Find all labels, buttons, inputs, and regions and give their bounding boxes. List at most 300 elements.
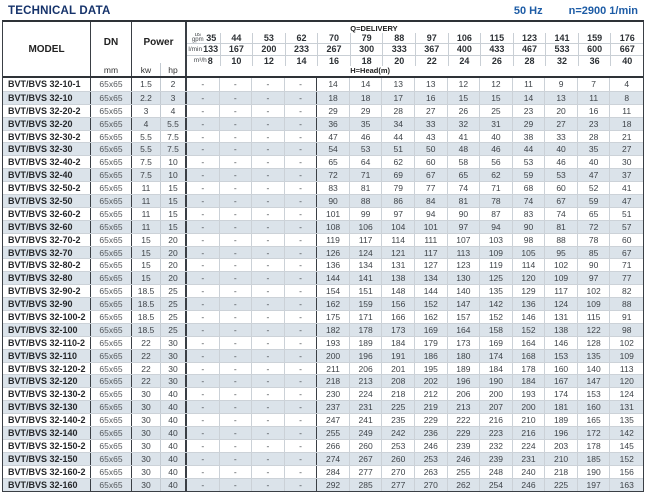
head-value-cell: 7 <box>578 78 611 91</box>
unit-value-cell: m³/h 8 <box>193 55 213 66</box>
table-row <box>3 258 643 271</box>
hp-cell: 3 <box>161 92 187 104</box>
head-value-cell: 229 <box>415 414 448 426</box>
head-value-cell: 131 <box>382 259 415 271</box>
head-value-cell: 184 <box>382 337 415 349</box>
head-value-cell: 78 <box>480 195 513 207</box>
head-value-cell: 41 <box>448 131 481 143</box>
table-row <box>3 104 643 117</box>
unit-value-cell: 115 <box>480 33 513 43</box>
head-value-cell: 229 <box>448 427 481 439</box>
hp-cell: 10 <box>161 156 187 168</box>
head-value-cell: 185 <box>578 453 611 465</box>
head-value-cell: 58 <box>448 156 481 168</box>
head-value-cell: - <box>220 401 253 413</box>
table-row <box>3 220 643 233</box>
kw-cell: 22 <box>132 375 161 387</box>
head-value-cell: 135 <box>619 415 634 426</box>
head-value-cell: 62 <box>480 169 513 181</box>
head-value-cell: - <box>187 363 220 375</box>
head-value-cell: 202 <box>415 375 448 387</box>
kw-cell: 2.2 <box>132 92 161 104</box>
head-value-cell: - <box>187 131 220 143</box>
unit-value-cell: 32 <box>545 56 578 66</box>
head-value-cell: 18 <box>350 92 383 104</box>
head-value-cell: 29 <box>513 118 546 130</box>
head-value-cell: 54 <box>317 143 350 155</box>
kw-cell: 18.5 <box>132 324 161 336</box>
table-row <box>3 310 643 323</box>
head-value-cell: 189 <box>448 363 481 375</box>
head-value-cell: 20 <box>545 105 578 117</box>
hp-cell: 30 <box>161 375 187 387</box>
head-value-cell: 72 <box>578 221 611 233</box>
model-cell: BVT/BVS 32-140 <box>3 427 91 439</box>
head-value-cell: - <box>285 169 318 181</box>
head-value-cell: - <box>220 375 253 387</box>
head-value-cell: 90 <box>317 195 350 207</box>
head-value-cell: 124 <box>545 298 578 310</box>
head-value-cell: 206 <box>350 363 383 375</box>
head-value-cell: 146 <box>545 337 578 349</box>
dn-cell: 65x65 <box>91 311 132 323</box>
head-value-cell: 207 <box>480 401 513 413</box>
head-value-cell: 31 <box>480 118 513 130</box>
head-value-cell: 65 <box>578 208 611 220</box>
head-value-cell: 179 <box>415 337 448 349</box>
head-value-cell: - <box>285 479 318 491</box>
head-value-cell: - <box>252 247 285 259</box>
head-value-cell: 71 <box>350 169 383 181</box>
head-value-cell: 79 <box>382 182 415 194</box>
head-value-cell: - <box>220 131 253 143</box>
head-value-cell: 142 <box>619 427 634 438</box>
head-value-cell: 17 <box>382 92 415 104</box>
hp-cell: 15 <box>161 195 187 207</box>
head-value-cell: 46 <box>350 131 383 143</box>
model-cell: BVT/BVS 32-110 <box>3 350 91 362</box>
head-value-cell: 64 <box>350 156 383 168</box>
head-value-cell: - <box>220 169 253 181</box>
head-value-cell: - <box>285 285 318 297</box>
head-value-cell: 178 <box>578 440 611 452</box>
head-value-cell: 88 <box>350 195 383 207</box>
head-value-cell: - <box>187 92 220 104</box>
unit-value-cell: 20 <box>382 56 415 66</box>
head-value-cell: - <box>252 92 285 104</box>
head-value-cell: 27 <box>545 118 578 130</box>
head-value-cell: 90 <box>448 208 481 220</box>
head-value-cell: 157 <box>448 311 481 323</box>
unit-value-cell: 200 <box>252 44 285 54</box>
head-value-cell: - <box>252 298 285 310</box>
head-value-cell: 120 <box>513 272 546 284</box>
table-row <box>3 374 643 387</box>
head-value-cell: - <box>187 208 220 220</box>
head-value-cell: 23 <box>578 118 611 130</box>
head-value-cell: 46 <box>480 143 513 155</box>
head-value-cell: - <box>252 388 285 400</box>
hp-cell: 30 <box>161 363 187 375</box>
dn-cell: 65x65 <box>91 221 132 233</box>
head-value-cell: 56 <box>480 156 513 168</box>
model-cell: BVT/BVS 32-10-1 <box>3 78 91 91</box>
head-value-cell: - <box>187 272 220 284</box>
unit-value-cell: 667 <box>610 44 643 54</box>
table-row <box>3 297 643 310</box>
head-value-cell: 30 <box>621 157 632 168</box>
model-cell: BVT/BVS 32-70 <box>3 247 91 259</box>
head-value-cell: - <box>252 259 285 271</box>
head-value-cell: 196 <box>350 350 383 362</box>
head-value-cell: 77 <box>621 273 632 284</box>
unit-value-cell: 467 <box>513 44 546 54</box>
head-value-cell: 197 <box>578 479 611 491</box>
head-value-cell: 162 <box>415 311 448 323</box>
head-value-cell: 119 <box>480 259 513 271</box>
head-value-cell: 120 <box>619 376 634 387</box>
head-value-cell: 190 <box>578 466 611 478</box>
model-cell: BVT/BVS 32-50-2 <box>3 182 91 194</box>
head-value-cell: - <box>187 350 220 362</box>
head-value-cell: 130 <box>448 272 481 284</box>
table-row <box>3 323 643 336</box>
model-cell: BVT/BVS 32-70-2 <box>3 234 91 246</box>
unit-value-cell: 36 <box>578 56 611 66</box>
head-value-cell: - <box>252 195 285 207</box>
head-value-cell: - <box>187 234 220 246</box>
head-value-cell: 138 <box>545 324 578 336</box>
head-value-cell: - <box>285 388 318 400</box>
head-value-cell: - <box>187 479 220 491</box>
head-value-cell: - <box>220 143 253 155</box>
head-value-cell: 97 <box>382 208 415 220</box>
head-value-cell: 74 <box>448 182 481 194</box>
head-value-cell: 103 <box>480 234 513 246</box>
head-value-cell: 128 <box>578 337 611 349</box>
head-value-cell: 102 <box>578 285 611 297</box>
head-value-cell: 148 <box>382 285 415 297</box>
model-cell: BVT/BVS 32-120-2 <box>3 363 91 375</box>
dn-cell: 65x65 <box>91 259 132 271</box>
head-value-cell: 102 <box>619 337 634 348</box>
head-value-cell: - <box>187 453 220 465</box>
unit-value-cell: 40 <box>610 56 643 66</box>
head-value-cell: 248 <box>480 466 513 478</box>
head-value-cell: 104 <box>382 221 415 233</box>
head-value-cell: 97 <box>448 221 481 233</box>
head-value-cell: 60 <box>545 182 578 194</box>
head-value-cell: 40 <box>545 143 578 155</box>
head-value-cell: 284 <box>317 466 350 478</box>
head-value-cell: 172 <box>578 427 611 439</box>
head-value-cell: 186 <box>415 350 448 362</box>
unit-value-cell: 159 <box>578 33 611 43</box>
head-value-cell: - <box>187 118 220 130</box>
dn-cell: 65x65 <box>91 350 132 362</box>
head-value-cell: 241 <box>350 414 383 426</box>
unit-value-cell: 28 <box>513 56 546 66</box>
head-value-cell: 253 <box>415 453 448 465</box>
table-row <box>3 465 643 478</box>
head-value-cell: 253 <box>382 440 415 452</box>
hp-cell: 40 <box>161 479 187 491</box>
head-value-cell: 44 <box>513 143 546 155</box>
head-value-cell: 173 <box>382 324 415 336</box>
head-value-cell: 74 <box>513 195 546 207</box>
head-value-cell: - <box>285 350 318 362</box>
head-value-cell: - <box>252 337 285 349</box>
head-value-cell: 159 <box>350 298 383 310</box>
head-value-cell: 81 <box>545 221 578 233</box>
head-value-cell: 47 <box>578 169 611 181</box>
hp-cell: 20 <box>161 272 187 284</box>
head-value-cell: 136 <box>513 298 546 310</box>
hp-cell: 40 <box>161 401 187 413</box>
dn-cell: 65x65 <box>91 479 132 491</box>
unit-value-cell: 533 <box>545 44 578 54</box>
dn-cell: 65x65 <box>91 453 132 465</box>
head-value-cell: 27 <box>621 144 632 155</box>
head-value-cell: - <box>285 453 318 465</box>
kw-cell: 4 <box>132 118 161 130</box>
head-value-cell: 97 <box>578 272 611 284</box>
head-value-cell: 109 <box>480 247 513 259</box>
model-cell: BVT/BVS 32-90-2 <box>3 285 91 297</box>
head-value-cell: 14 <box>317 78 350 91</box>
model-cell: BVT/BVS 32-50 <box>3 195 91 207</box>
kw-cell: 30 <box>132 466 161 478</box>
head-value-cell: 13 <box>382 78 415 91</box>
unit-value-cell: 600 <box>578 44 611 54</box>
kw-cell: 30 <box>132 388 161 400</box>
model-cell: BVT/BVS 32-40 <box>3 169 91 181</box>
head-value-cell: - <box>285 259 318 271</box>
head-value-cell: 260 <box>350 440 383 452</box>
head-value-cell: 117 <box>350 234 383 246</box>
head-value-cell: - <box>252 118 285 130</box>
head-value-cell: - <box>220 350 253 362</box>
head-value-cell: 152 <box>513 324 546 336</box>
head-value-cell: 263 <box>415 466 448 478</box>
head-value-cell: 147 <box>448 298 481 310</box>
head-value-cell: 124 <box>619 389 634 400</box>
table-row <box>3 142 643 155</box>
head-label: H=Head(m) <box>350 65 391 75</box>
head-value-cell: - <box>187 221 220 233</box>
head-value-cell: 127 <box>415 259 448 271</box>
model-cell: BVT/BVS 32-130 <box>3 401 91 413</box>
dn-cell: 65x65 <box>91 272 132 284</box>
head-value-cell: 117 <box>415 247 448 259</box>
hp-label: hp <box>168 64 178 75</box>
head-value-cell: - <box>252 131 285 143</box>
unit-value-cell: 123 <box>513 33 546 43</box>
hp-cell: 30 <box>161 337 187 349</box>
head-value-cell: - <box>220 324 253 336</box>
unit-row-usgpm <box>187 33 643 43</box>
kw-cell: 1.5 <box>132 78 161 91</box>
dn-label: DN <box>103 37 119 48</box>
table-row <box>3 246 643 259</box>
head-value-cell: 216 <box>480 414 513 426</box>
head-value-cell: 113 <box>448 247 481 259</box>
unit-value-cell: 79 <box>350 33 383 43</box>
unit-value-cell: 233 <box>285 44 318 54</box>
head-value-cell: - <box>285 143 318 155</box>
head-value-cell: 145 <box>619 440 634 451</box>
head-value-cell: 11 <box>578 92 611 104</box>
head-value-cell: - <box>285 195 318 207</box>
head-value-cell: 175 <box>317 311 350 323</box>
head-value-cell: 94 <box>415 208 448 220</box>
head-value-cell: 47 <box>317 131 350 143</box>
table-row <box>3 452 643 465</box>
head-value-cell: 67 <box>621 247 632 258</box>
column-header-dn <box>91 22 132 76</box>
head-value-cell: 156 <box>619 466 634 477</box>
table-row <box>3 155 643 168</box>
head-value-cell: - <box>252 479 285 491</box>
kw-cell: 7.5 <box>132 169 161 181</box>
head-value-cell: 274 <box>317 453 350 465</box>
head-value-cell: 53 <box>513 156 546 168</box>
head-value-cell: - <box>187 466 220 478</box>
unit-value-cell: 400 <box>448 44 481 54</box>
head-value-cell: 94 <box>480 221 513 233</box>
head-value-cell: 193 <box>317 337 350 349</box>
head-value-cell: - <box>220 247 253 259</box>
head-value-cell: 88 <box>621 299 632 310</box>
unit-value-cell: 53 <box>252 33 285 43</box>
head-value-cell: - <box>285 118 318 130</box>
head-value-cell: 160 <box>545 363 578 375</box>
head-value-cell: - <box>252 427 285 439</box>
head-value-cell: - <box>285 272 318 284</box>
head-value-cell: 165 <box>578 414 611 426</box>
head-value-cell: 101 <box>317 208 350 220</box>
head-value-cell: 4 <box>624 79 630 90</box>
head-value-cell: 18 <box>621 118 632 129</box>
head-value-cell: 151 <box>350 285 383 297</box>
table-row <box>3 413 643 426</box>
head-value-cell: 200 <box>317 350 350 362</box>
head-value-cell: 212 <box>415 388 448 400</box>
head-value-cell: 152 <box>480 311 513 323</box>
head-value-cell: - <box>187 195 220 207</box>
head-value-cell: 242 <box>382 427 415 439</box>
model-cell: BVT/BVS 32-30-2 <box>3 131 91 143</box>
head-value-cell: 33 <box>545 131 578 143</box>
head-value-cell: 210 <box>545 453 578 465</box>
head-value-cell: 164 <box>448 324 481 336</box>
head-value-cell: 113 <box>619 363 634 374</box>
head-value-cell: 14 <box>350 78 383 91</box>
head-value-cell: 109 <box>619 350 634 361</box>
model-cell: BVT/BVS 32-60-2 <box>3 208 91 220</box>
head-value-cell: - <box>252 272 285 284</box>
head-value-cell: - <box>220 221 253 233</box>
hp-cell: 7.5 <box>161 131 187 143</box>
head-value-cell: 237 <box>317 401 350 413</box>
hp-cell: 40 <box>161 414 187 426</box>
head-value-cell: 174 <box>545 388 578 400</box>
head-value-cell: - <box>187 78 220 91</box>
unit-value-cell: 333 <box>382 44 415 54</box>
head-value-cell: 16 <box>578 105 611 117</box>
kw-cell: 30 <box>132 453 161 465</box>
head-value-cell: 83 <box>317 182 350 194</box>
head-value-cell: - <box>187 375 220 387</box>
kw-cell: 30 <box>132 401 161 413</box>
head-value-cell: 193 <box>513 388 546 400</box>
hp-cell: 15 <box>161 221 187 233</box>
head-value-cell: 109 <box>578 298 611 310</box>
delivery-header <box>187 22 643 76</box>
head-value-cell: 144 <box>317 272 350 284</box>
dn-cell: 65x65 <box>91 208 132 220</box>
unit-label: us gpm <box>191 33 204 44</box>
head-value-cell: 32 <box>448 118 481 130</box>
model-cell: BVT/BVS 32-100 <box>3 324 91 336</box>
head-value-cell: 190 <box>480 375 513 387</box>
model-cell: BVT/BVS 32-80-2 <box>3 259 91 271</box>
head-value-cell: 218 <box>382 388 415 400</box>
head-value-cell: 292 <box>317 479 350 491</box>
hp-cell: 10 <box>161 169 187 181</box>
head-value-cell: - <box>187 324 220 336</box>
head-value-cell: 11 <box>622 105 632 116</box>
model-cell: BVT/BVS 32-80 <box>3 272 91 284</box>
head-value-cell: 35 <box>350 118 383 130</box>
head-value-cell: 47 <box>621 195 632 206</box>
hp-cell: 15 <box>161 182 187 194</box>
head-value-cell: 235 <box>382 414 415 426</box>
head-value-cell: 40 <box>578 156 611 168</box>
table-row <box>3 91 643 104</box>
head-value-cell: - <box>187 337 220 349</box>
table-row <box>3 478 643 491</box>
head-value-cell: - <box>285 105 318 117</box>
unit-value-cell: 141 <box>545 33 578 43</box>
head-value-cell: - <box>285 131 318 143</box>
head-value-cell: 164 <box>513 337 546 349</box>
head-value-cell: 15 <box>480 92 513 104</box>
head-value-cell: - <box>187 259 220 271</box>
head-value-cell: - <box>252 375 285 387</box>
head-value-cell: 168 <box>513 350 546 362</box>
head-value-cell: 181 <box>545 401 578 413</box>
head-value-cell: 101 <box>415 221 448 233</box>
head-value-cell: - <box>187 440 220 452</box>
head-value-cell: 169 <box>415 324 448 336</box>
hp-cell: 40 <box>161 453 187 465</box>
head-value-cell: - <box>285 182 318 194</box>
model-cell: BVT/BVS 32-10 <box>3 92 91 104</box>
head-value-cell: - <box>285 337 318 349</box>
head-value-cell: 18 <box>317 92 350 104</box>
head-value-cell: 14 <box>513 92 546 104</box>
head-value-cell: 109 <box>545 272 578 284</box>
head-value-cell: - <box>220 156 253 168</box>
model-cell: BVT/BVS 32-110-2 <box>3 337 91 349</box>
head-value-cell: 114 <box>382 234 415 246</box>
head-value-cell: 184 <box>513 375 546 387</box>
unit-value-cell: 267 <box>317 44 350 54</box>
head-value-cell: 46 <box>545 156 578 168</box>
head-value-cell: 266 <box>317 440 350 452</box>
head-value-cell: - <box>220 337 253 349</box>
